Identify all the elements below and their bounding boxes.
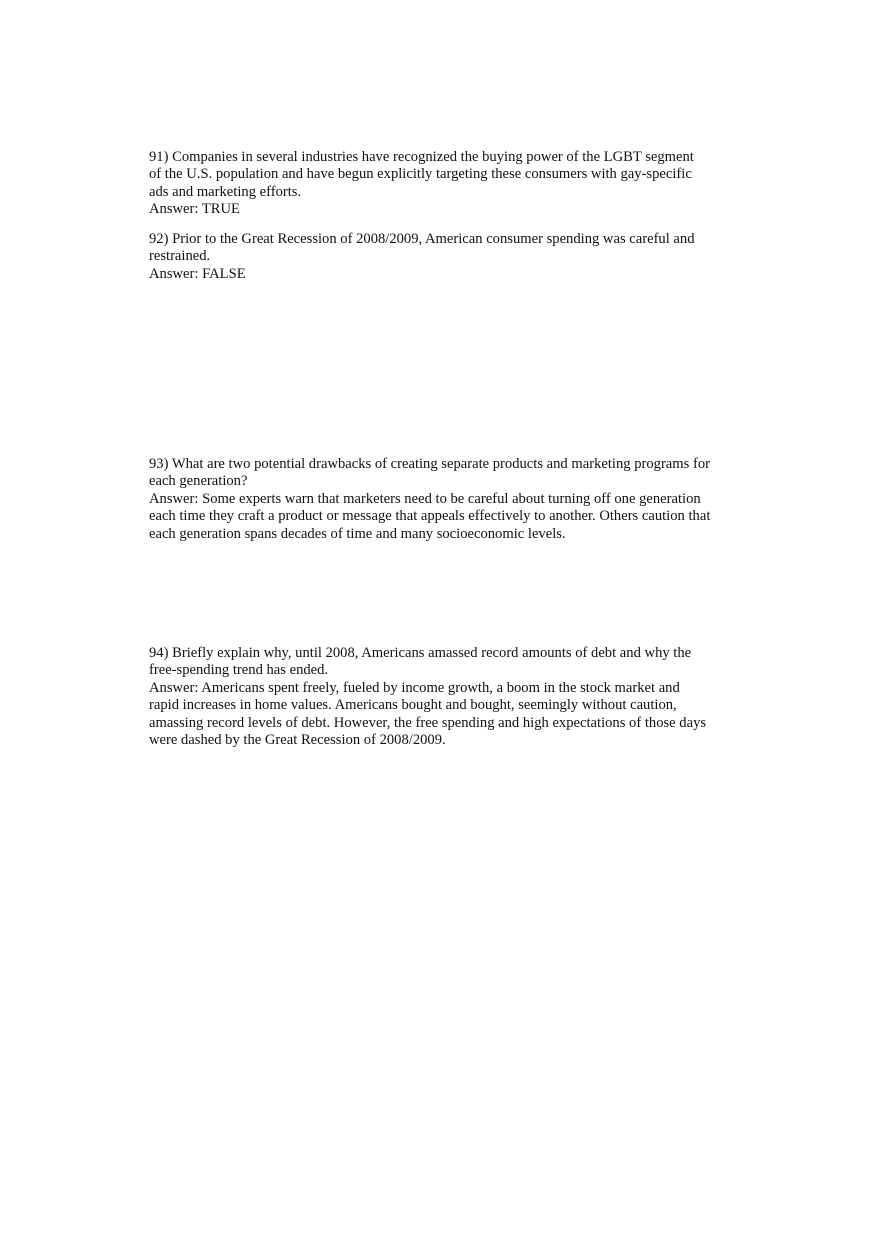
question-text: free-spending trend has ended. [149, 662, 329, 679]
question-91 [149, 149, 749, 219]
question-text: 91) Companies in several industries have recognized the buying power of the LGBT segment [149, 149, 694, 165]
answer-text: were dashed by the Great Recession of 2008/2009. [149, 732, 446, 749]
question-text: 92) Prior to the Great Recession of 2008/2009, American consumer spending was careful and [149, 231, 695, 247]
answer-text: amassing record levels of debt. However, the free spending and high expectations of those days [149, 714, 707, 731]
question-text: ads and marketing efforts. [149, 183, 302, 200]
question-text: 94) Briefly explain why, until 2008, Americans amassed record amounts of debt and why the [149, 645, 692, 661]
answer-text: each generation spans decades of time and many socioeconomic levels. [149, 525, 566, 542]
question-93 [149, 456, 749, 543]
question-text: restrained. [149, 248, 211, 265]
answer-text: rapid increases in home values. Americans bought and bought, seemingly without caution, [149, 697, 677, 714]
answer-text: each time they craft a product or message that appeals effectively to another. Others caution that [149, 508, 711, 525]
answer-text: Answer: Americans spent freely, fueled by income growth, a boom in the stock market and [149, 679, 680, 696]
question-text: of the U.S. population and have begun explicitly targeting these consumers with gay-specific [149, 166, 692, 183]
answer-text: Answer: FALSE [149, 265, 246, 282]
answer-text: Answer: TRUE [149, 201, 240, 218]
question-text: each generation? [149, 473, 248, 490]
question-94 [149, 645, 749, 749]
question-text: 93) What are two potential drawbacks of creating separate products and marketing programs for [149, 456, 710, 472]
question-92 [149, 231, 749, 283]
answer-text: Answer: Some experts warn that marketers need to be careful about turning off one generation [149, 490, 701, 507]
